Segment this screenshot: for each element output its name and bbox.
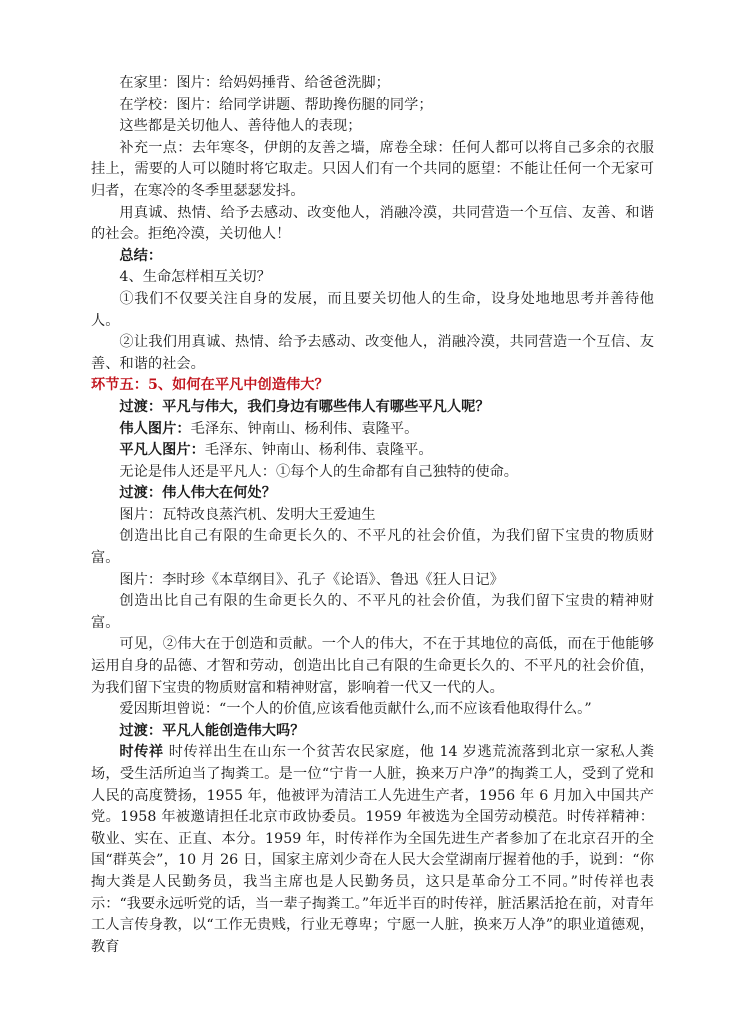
- paragraph-ordinary-people-pictures: [91, 440, 654, 462]
- lead-label: 时传祥: [119, 744, 164, 761]
- heading-summary: 总结：: [119, 247, 163, 264]
- paragraph-einstein-quote: 爱因斯坦曾说：“一个人的价值,应该看他贡献什么,而不应该看他取得什么。”: [119, 701, 592, 718]
- heading-transition-where-great: 过渡：伟人伟大在何处？: [119, 485, 277, 502]
- section-heading-step-five: 环节五：5、如何在平凡中创造伟大？: [91, 377, 329, 394]
- paragraph-great-people-pictures: [91, 419, 654, 441]
- paragraph-school-example: 在学校：图片：给同学讲题、帮助搀伤腿的同学；: [119, 96, 433, 113]
- paragraph-pictures-inventors: 图片：瓦特改良蒸汽机、发明大王爱迪生: [119, 506, 376, 523]
- document-body: [91, 73, 654, 958]
- paragraph-material-wealth: 创造出比自己有限的生命更长久的、不平凡的社会价值，为我们留下宝贵的物质财富。: [91, 528, 654, 567]
- paragraph-point-1: ①我们不仅要关注自身的发展，而且要关切他人的生命，设身处地地思考并善待他人。: [91, 290, 654, 329]
- paragraph-spiritual-wealth: 创造出比自己有限的生命更长久的、不平凡的社会价值，为我们留下宝贵的精神财富。: [91, 593, 654, 631]
- lead-label: 平凡人图片：: [119, 442, 205, 459]
- heading-transition-ordinary-create: 过渡：平凡人能创造伟大吗？: [119, 722, 305, 739]
- paragraph-unique-mission: 无论是伟人还是平凡人：①每个人的生命都有自己独特的使命。: [119, 463, 519, 480]
- lead-label: 伟人图片：: [119, 420, 191, 437]
- paragraph-pictures-books: 图片：李时珍《本草纲目》、孔子《论语》、鲁迅《狂人日记》: [119, 571, 504, 588]
- lead-text: 时传祥出生在山东一个贫苦农民家庭，他 14 岁逃荒流落到北京一家私人粪场，受生活所迫当了掏粪工。是一位“宁肯一人脏，换来万户净”的掏粪工人，受到了党和人民的高度赞扬，1955 年，他被评为清洁工人先进生产者，1956 年 6 月加入中国共产党。1958 年被邀请担任北京市政协委员。1959 年被选为全国劳动模范。时传祥精神：敬业、实在、正直、本分。1959 年，时传祥作为全国先进生产者参加了在北京召开的全国“群英会”，10 月 26 日，国家主席刘少奇在人民大会堂湖南厅握着他的手，说到：“你掏大粪是人民勤务员，我当主席也是人民勤务员，这只是革命分工不同。”时传祥也表示：“我要永远听党的话，当一辈子掏粪工。”年近半百的时传祥，脏活累活抢在前，对青年工人言传身教，以“工作无贵贱，行业无尊卑；宁愿一人脏，换来万人净”的职业道德观，教育: [91, 744, 654, 955]
- paragraph-reject-indifference: 用真诚、热情、给予去感动、改变他人，消融冷漠，共同营造一个互信、友善、和谐的社会。拒绝冷漠，关切他人！: [91, 204, 654, 243]
- paragraph-care-summary: 这些都是关切他人、善待他人的表现；: [119, 118, 362, 135]
- paragraph-shi-chuanxiang: [91, 742, 654, 958]
- paragraph-home-example: 在家里：图片：给妈妈捶背、给爸爸洗脚；: [119, 75, 390, 91]
- heading-transition-ordinary-great: 过渡：平凡与伟大，我们身边有哪些伟人有哪些平凡人呢？: [119, 398, 490, 415]
- lead-text: 毛泽东、钟南山、杨利伟、袁隆平。: [190, 420, 419, 437]
- paragraph-kindness-wall: 补充一点：去年寒冬，伊朗的友善之墙，席卷全球：任何人都可以将自己多余的衣服挂上，需要的人可以随时将它取走。只因人们有一个共同的愿望：不能让任何一个无家可归者，在寒冷的冬季里瑟瑟发抖。: [91, 139, 654, 199]
- paragraph-point-2: ②让我们用真诚、热情、给予去感动、改变他人，消融冷漠，共同营造一个互信、友善、和谐的社会。: [91, 334, 654, 372]
- lead-text: 毛泽东、钟南山、杨利伟、袁隆平。: [204, 442, 433, 459]
- paragraph-question-4: 4、生命怎样相互关切？: [119, 269, 271, 286]
- paragraph-greatness-contribution: 可见，②伟大在于创造和贡献。一个人的伟大，不在于其地位的高低，而在于他能够运用自身的品德、才智和劳动，创造出比自己有限的生命更长久的、不平凡的社会价值，为我们留下宝贵的物质财富和精神财富，影响着一代又一代的人。: [91, 636, 654, 696]
